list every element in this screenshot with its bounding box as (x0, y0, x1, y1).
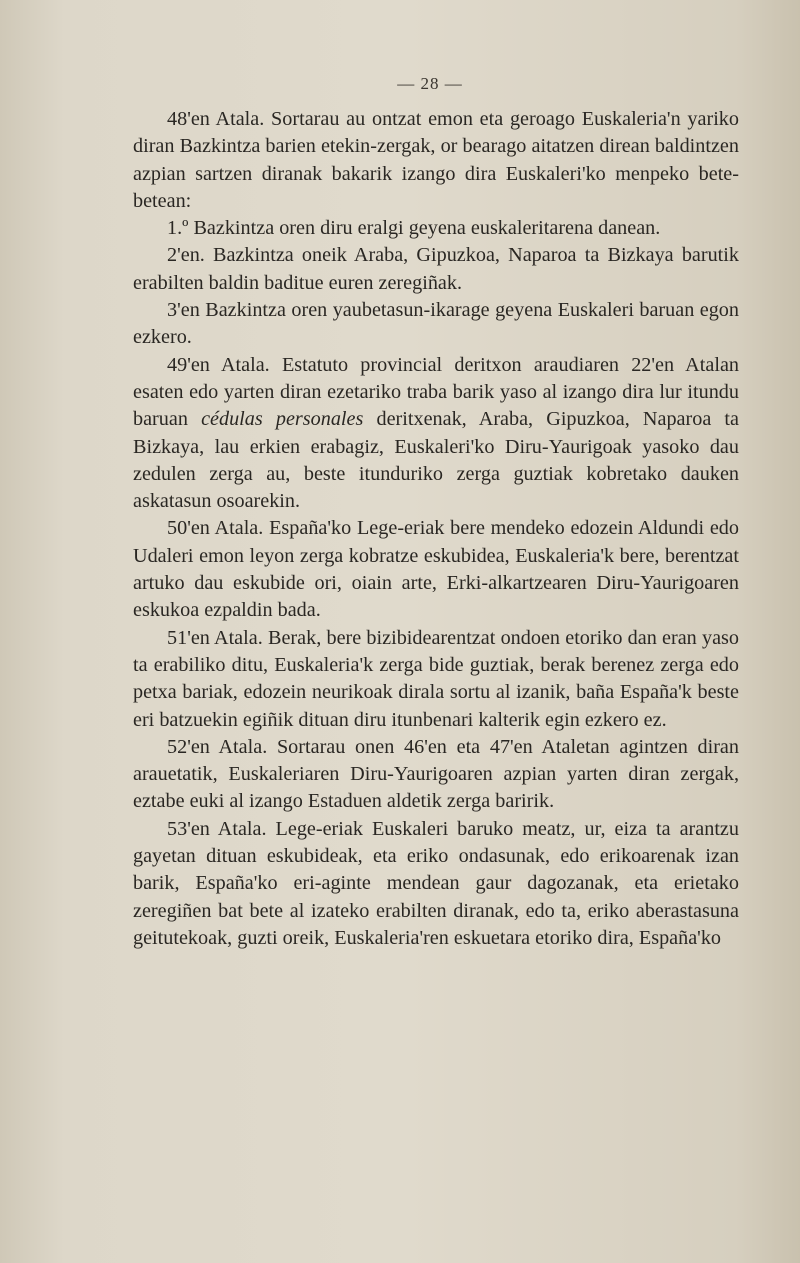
paragraph-article-49 (133, 352, 739, 516)
paragraph-article-49-after: deritxenak, Araba, Gipuzkoa, Naparoa ta Bizkaya, lau erkien erabagiz, Euskaleri'ko Diru-Yaurigoak yasoko dau zedulen zerga au, beste itunduriko zerga guztiak kobretako dauken askatasun osoarekin. (133, 408, 739, 513)
paragraph-article-53: 53'en Atala. Lege-eriak Euskaleri baruko meatz, ur, eiza ta arantzu gayetan dituan eskubideak, eta eriko ondasunak, edo erikoarenak izan barik, España'ko eri-aginte mendean gaur dagozanak, eta erietako zeregiñen bat bete al izateko erabilten diranak, edo ta, eriko aberastasuna geitutekoak, guzti oreik, Euskaleria'ren eskuetara etoriko dira, España'ko (133, 817, 739, 949)
paragraph-article-51: 51'en Atala. Berak, bere bizibidearentzat ondoen etoriko dan eran yaso ta erabiliko ditu, Euskaleria'k zerga bide guztiak, berak berenez zerga edo petxa bariak, edozein neurikoak dirala sortu al izanik, baña España'k beste eri batzuekin egiñik dituan diru itunbenari kalterik egin ezkero ez. (133, 626, 739, 731)
paragraph-item-3: 3'en Bazkintza oren yaubetasun-ikarage geyena Euskaleri baruan egon ezkero. (133, 299, 739, 349)
body-text (133, 106, 739, 952)
paragraph-item-2: 2'en. Bazkintza oneik Araba, Gipuzkoa, Naparoa ta Bizkaya barutik erabilten baldin baditue euren zeregiñak. (133, 244, 739, 294)
paragraph-item-1: 1.º Bazkintza oren diru eralgi geyena euskaleritarena danean. (167, 217, 661, 240)
paragraph-article-49-italic: cédulas personales (201, 408, 364, 431)
paragraph-article-50: 50'en Atala. España'ko Lege-eriak bere mendeko edozein Aldundi edo Udaleri emon leyon zerga kobratze eskubidea, Euskaleria'k bere, berentzat artuko dau eskubide ori, oiain arte, Erki-alkartzearen Diru-Yaurigoaren eskukoa ezpaldin bada. (133, 517, 739, 622)
paragraph-article-49-before: 49'en Atala. Estatuto provincial deritxon araudiaren 22'en Atalan esaten edo yarten diran ezetariko traba barik yaso al izango dira lur itundu baruan (133, 353, 739, 431)
paragraph-article-48: 48'en Atala. Sortarau au ontzat emon eta geroago Euskaleria'n yariko diran Bazkintza barien etekin-zergak, or bearago aitatzen direan baldintzen azpian sartzen diranak bakarik izango dira Euskaleri'ko menpeko bete-betean: (133, 108, 739, 212)
page-number: — 28 — (397, 74, 463, 93)
paragraph-article-52: 52'en Atala. Sortarau onen 46'en eta 47'en Ataletan agintzen diran arauetatik, Euskaleriaren Diru-Yaurigoaren azpian yarten diran zergak, eztabe euki al izango Estaduen aldetik zerga baririk. (133, 735, 739, 813)
